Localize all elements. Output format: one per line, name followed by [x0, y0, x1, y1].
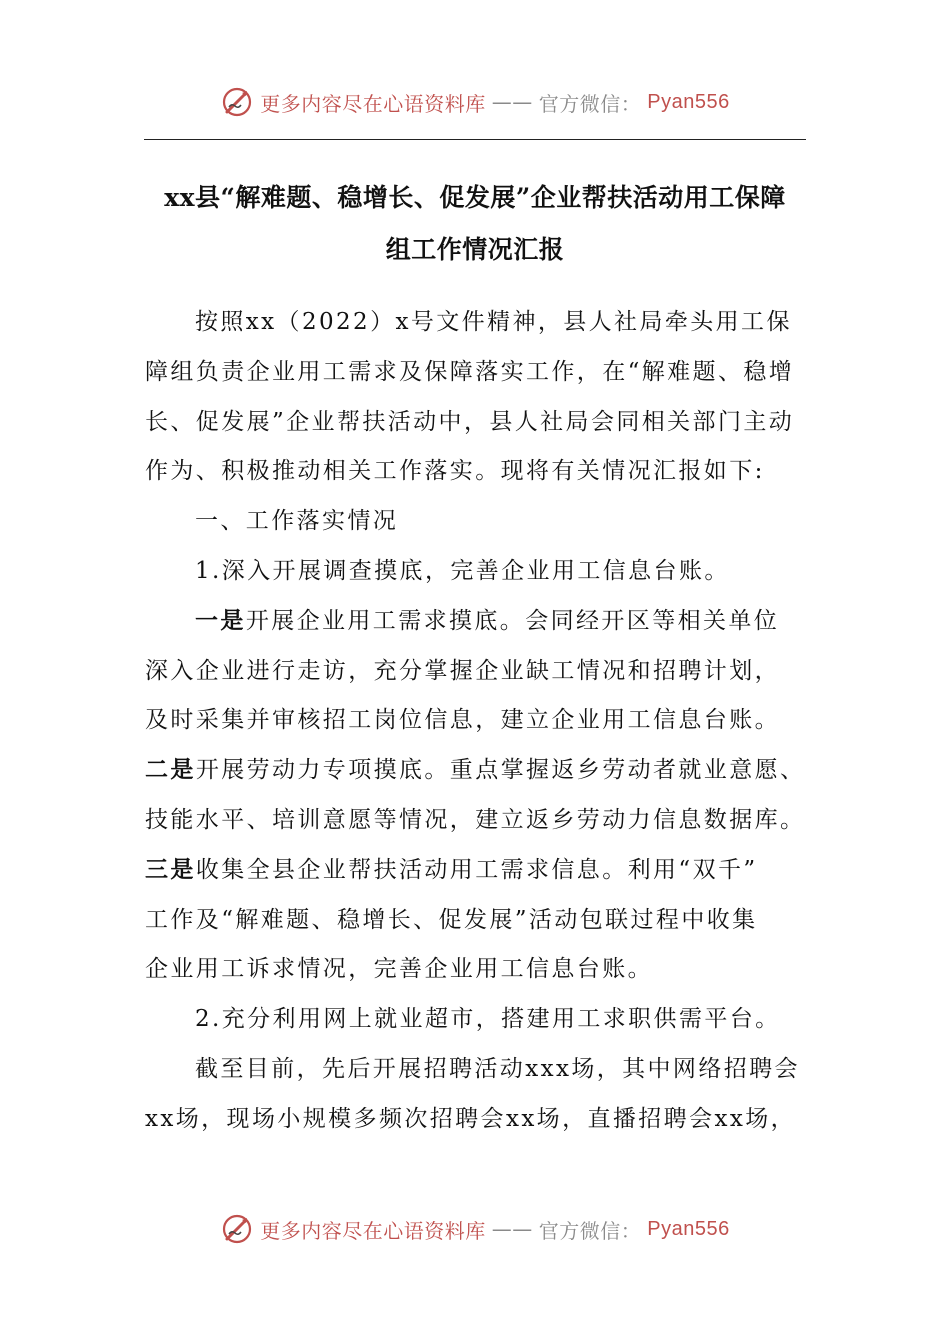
- paragraph-3-line-1: 收集全县企业帮扶活动用工需求信息。利用“双千”: [195, 856, 758, 883]
- pen-logo-icon: [220, 85, 254, 119]
- paragraph-3-line-2: 工作及“解难题、稳增长、促发展”活动包联过程中收集: [145, 906, 758, 933]
- header-divider: [144, 139, 806, 140]
- paragraph-1-line-1: 开展企业用工需求摸底。会同经开区等相关单位: [245, 607, 780, 634]
- banner-text: 更多内容尽在心语资料库: [260, 91, 486, 116]
- banner-dash: ——: [491, 1217, 533, 1241]
- paragraph-2: [145, 746, 809, 796]
- document-title: [130, 172, 820, 276]
- paragraph-3-lead: 三是: [145, 856, 196, 883]
- paragraph-1: [145, 597, 809, 647]
- banner-wechat-id: Pyan556: [647, 90, 730, 113]
- banner-dash: ——: [491, 90, 533, 114]
- paragraph-2-line-1: 开展劳动力专项摸底。重点掌握返乡劳动者就业意愿、: [195, 757, 806, 784]
- document-body: [145, 298, 809, 1145]
- paragraph-1-line-2: 深入企业进行走访，充分掌握企业缺工情况和招聘计划，: [145, 657, 780, 684]
- paragraph-4: 截至目前，先后开展招聘活动xxx场，其中网络招聘会xx场，现场小规模多频次招聘会xx场，直播招聘会xx场，: [145, 1055, 800, 1132]
- paragraph-3: [145, 846, 809, 896]
- banner-wechat-label: 官方微信：: [538, 91, 642, 116]
- paragraph-1-line-3: 及时采集并审核招工岗位信息，建立企业用工信息台账。: [145, 707, 780, 734]
- header-banner: [0, 82, 950, 122]
- footer-banner: [0, 1209, 950, 1249]
- section-heading-1: 一、工作落实情况: [195, 508, 399, 535]
- banner-text: 更多内容尽在心语资料库: [260, 1218, 486, 1243]
- paragraph-2-lead: 二是: [145, 757, 196, 784]
- item-heading-1: 1.深入开展调查摸底，完善企业用工信息台账。: [195, 557, 730, 584]
- banner-wechat-label: 官方微信：: [538, 1218, 642, 1243]
- title-line-1: xx县“解难题、稳增长、促发展”企业帮扶活动用工保障: [164, 183, 786, 212]
- pen-logo-icon: [220, 1212, 254, 1246]
- paragraph-2-line-2: 技能水平、培训意愿等情况，建立返乡劳动力信息数据库。: [145, 806, 806, 833]
- intro-paragraph: 按照xx（2022）x号文件精神，县人社局牵头用工保障组负责企业用工需求及保障落实工作，在“解难题、稳增长、促发展”企业帮扶活动中，县人社局会同相关部门主动作为、积极推动相关工作落实。现将有关情况汇报如下:: [145, 309, 795, 485]
- title-line-2: 组工作情况汇报: [385, 235, 565, 264]
- paragraph-1-lead: 一是: [195, 607, 246, 634]
- banner-wechat-id: Pyan556: [647, 1217, 730, 1240]
- item-heading-2: 2.充分利用网上就业超市，搭建用工求职供需平台。: [195, 1006, 781, 1033]
- paragraph-3-line-3: 企业用工诉求情况，完善企业用工信息台账。: [145, 956, 653, 983]
